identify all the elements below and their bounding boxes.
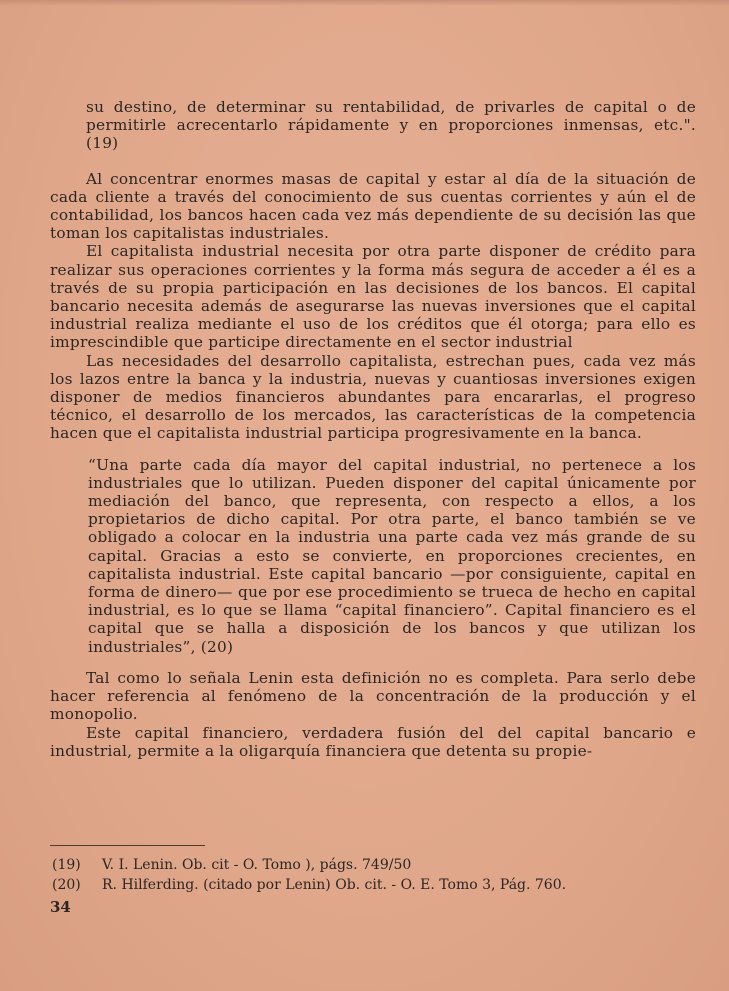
footnote-number: (19) <box>52 857 81 873</box>
body-text <box>50 98 696 760</box>
footnote-text: V. I. Lenin. Ob. cit - O. Tomo ), págs. 749/50 <box>102 857 412 873</box>
footnote <box>52 855 692 875</box>
paragraph: Tal como lo señala Lenin esta definición no es completa. Para serlo debe hacer referencia al fenómeno de la concentración de la producción y el monopolio. <box>50 668 696 724</box>
block-quote <box>50 456 696 656</box>
paragraph: Las necesidades del desarrollo capitalista, estrechan pues, cada vez más los lazos entre la banca y la industria, nuevas y cuantiosas inversiones exigen disponer de medios financieros abundantes para encararlas, el progreso técnico, el desarrollo de los mercados, las características de la competencia hacen que el capitalista industrial participa progresivamente en la banca. <box>50 351 696 443</box>
paragraph: Este capital financiero, verdadera fusión del del capital bancario e industrial, permite a la oligarquía financiera que detenta su propie- <box>50 723 696 760</box>
footnote <box>52 875 692 895</box>
footnote-number: (20) <box>52 877 81 893</box>
quote-text: “Una parte cada día mayor del capital industrial, no pertenece a los industriales que lo utilizan. Pueden disponer del capital únicamente por mediación del banco, que representa, con respecto a ellos, a los propietarios de dicho capital. Por otra parte, el banco también se ve obligado a colocar en la industria una parte cada vez más grande de su capital. Gracias a esto se convierte, en proporciones crecientes, en capitalista industrial. Este capital bancario —por consiguiente, capital en forma de dinero— que por ese procedimiento se trueca de hecho en capital industrial, es lo que se llama “capital financiero”. Capital financiero es el capital que se halla a disposición de los bancos y que utilizan los industriales”, (20) <box>88 455 696 656</box>
footnote-divider <box>50 845 205 846</box>
footnote-text: R. Hilferding. (citado por Lenin) Ob. cit. - O. E. Tomo 3, Pág. 760. <box>102 877 567 893</box>
page-number: 34 <box>50 898 71 916</box>
paragraph: Al concentrar enormes masas de capital y estar al día de la situación de cada cliente a través del conocimiento de sus cuentas corrientes y aún el de contabilidad, los bancos hacen cada vez más dependiente de su decisión las que toman los capitalistas industriales. <box>50 169 696 243</box>
paragraph: El capitalista industrial necesita por otra parte disponer de crédito para realizar sus operaciones corrientes y la forma más segura de acceder a él es a través de su propia participación en las decisiones de los bancos. El capital bancario necesita además de asegurarse las nuevas inversiones que el capital industrial realiza mediante el uso de los créditos que él otorga; para ello es imprescindible que participe directamente en el sector industrial <box>50 242 696 352</box>
paragraph-continuation: su destino, de determinar su rentabilidad, de privarles de capital o de permitirle acrecentarlo rápidamente y en proporciones inmensas, etc.". (19) <box>86 98 696 153</box>
footnotes <box>52 855 692 895</box>
